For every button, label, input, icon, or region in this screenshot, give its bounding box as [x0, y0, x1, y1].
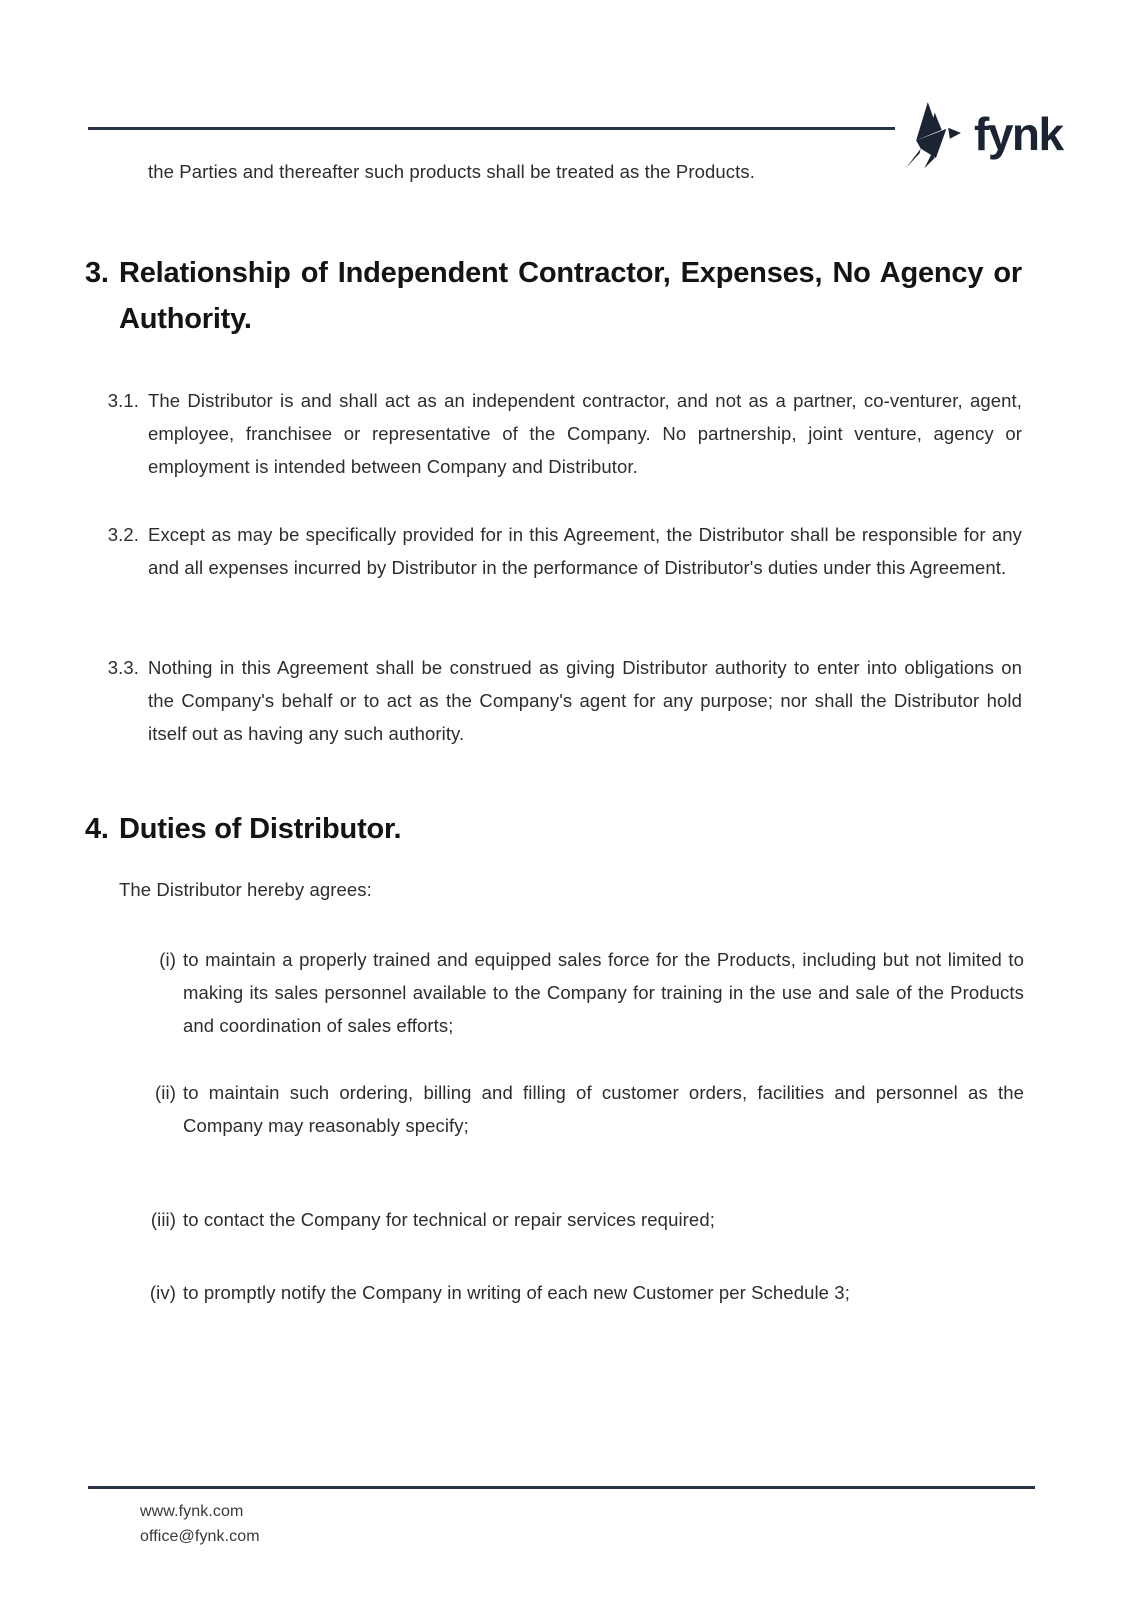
clause-3-3-text: Nothing in this Agreement shall be construed as giving Distributor authority to enter into obligations on the Company's behalf or to act as the Company's agent for any purpose; nor shall the Distributor hold itself out as having any such authority. [148, 657, 1022, 744]
duty-item-ii [155, 1076, 1024, 1142]
section-3-heading [85, 250, 1022, 342]
duty-item-iv-label: (iv) [149, 1282, 176, 1303]
clause-3-3-number: 3.3. [107, 657, 139, 678]
duty-item-ii-text: to maintain such ordering, billing and filling of customer orders, facilities and personnel as the Company may reasonably specify; [183, 1082, 1024, 1136]
section-3-title: Relationship of Independent Contractor, Expenses, No Agency or Authority. [119, 257, 1022, 335]
duty-item-i-label: (i) [159, 949, 176, 970]
footer-divider [88, 1486, 1035, 1489]
section-3-number: 3. [85, 257, 109, 289]
clause-3-3 [107, 651, 1022, 750]
footer-website: www.fynk.com [140, 1503, 244, 1520]
clause-3-1 [107, 384, 1022, 483]
duty-item-iv [149, 1276, 1024, 1309]
clause-3-2-number: 3.2. [107, 524, 139, 545]
clause-3-1-text: The Distributor is and shall act as an independent contractor, and not as a partner, co-venturer, agent, employee, franchisee or representative of the Company. No partnership, joint venture, agency or employment is intended between Company and Distributor. [148, 390, 1022, 477]
duty-item-iii [150, 1203, 1024, 1236]
clause-3-2 [107, 518, 1022, 584]
brand-wordmark: fynk [974, 108, 1063, 160]
continuation-paragraph: the Parties and thereafter such products shall be treated as the Products. [148, 161, 755, 182]
clause-3-1-number: 3.1. [107, 390, 139, 411]
duty-item-iv-text: to promptly notify the Company in writing of each new Customer per Schedule 3; [183, 1282, 850, 1303]
section-4-lead-in: The Distributor hereby agrees: [119, 879, 372, 900]
duty-item-iii-label: (iii) [150, 1209, 176, 1230]
duty-item-i [159, 943, 1024, 1042]
footer-contact [140, 1499, 260, 1549]
section-4-number: 4. [85, 813, 109, 845]
footer-email: office@fynk.com [140, 1528, 260, 1545]
section-4-title: Duties of Distributor. [119, 813, 402, 845]
header-divider [88, 127, 895, 130]
duty-item-ii-label: (ii) [155, 1082, 176, 1103]
duty-item-i-text: to maintain a properly trained and equipped sales force for the Products, including but not limited to making its sales personnel available to the Company for training in the use and sale of the Products and coordination of sales efforts; [183, 949, 1024, 1036]
section-4-heading [85, 806, 1022, 852]
clause-3-2-text: Except as may be specifically provided for in this Agreement, the Distributor shall be responsible for any and all expenses incurred by Distributor in the performance of Distributor's duties under this Agreement. [148, 524, 1022, 578]
duty-item-iii-text: to contact the Company for technical or repair services required; [183, 1209, 715, 1230]
